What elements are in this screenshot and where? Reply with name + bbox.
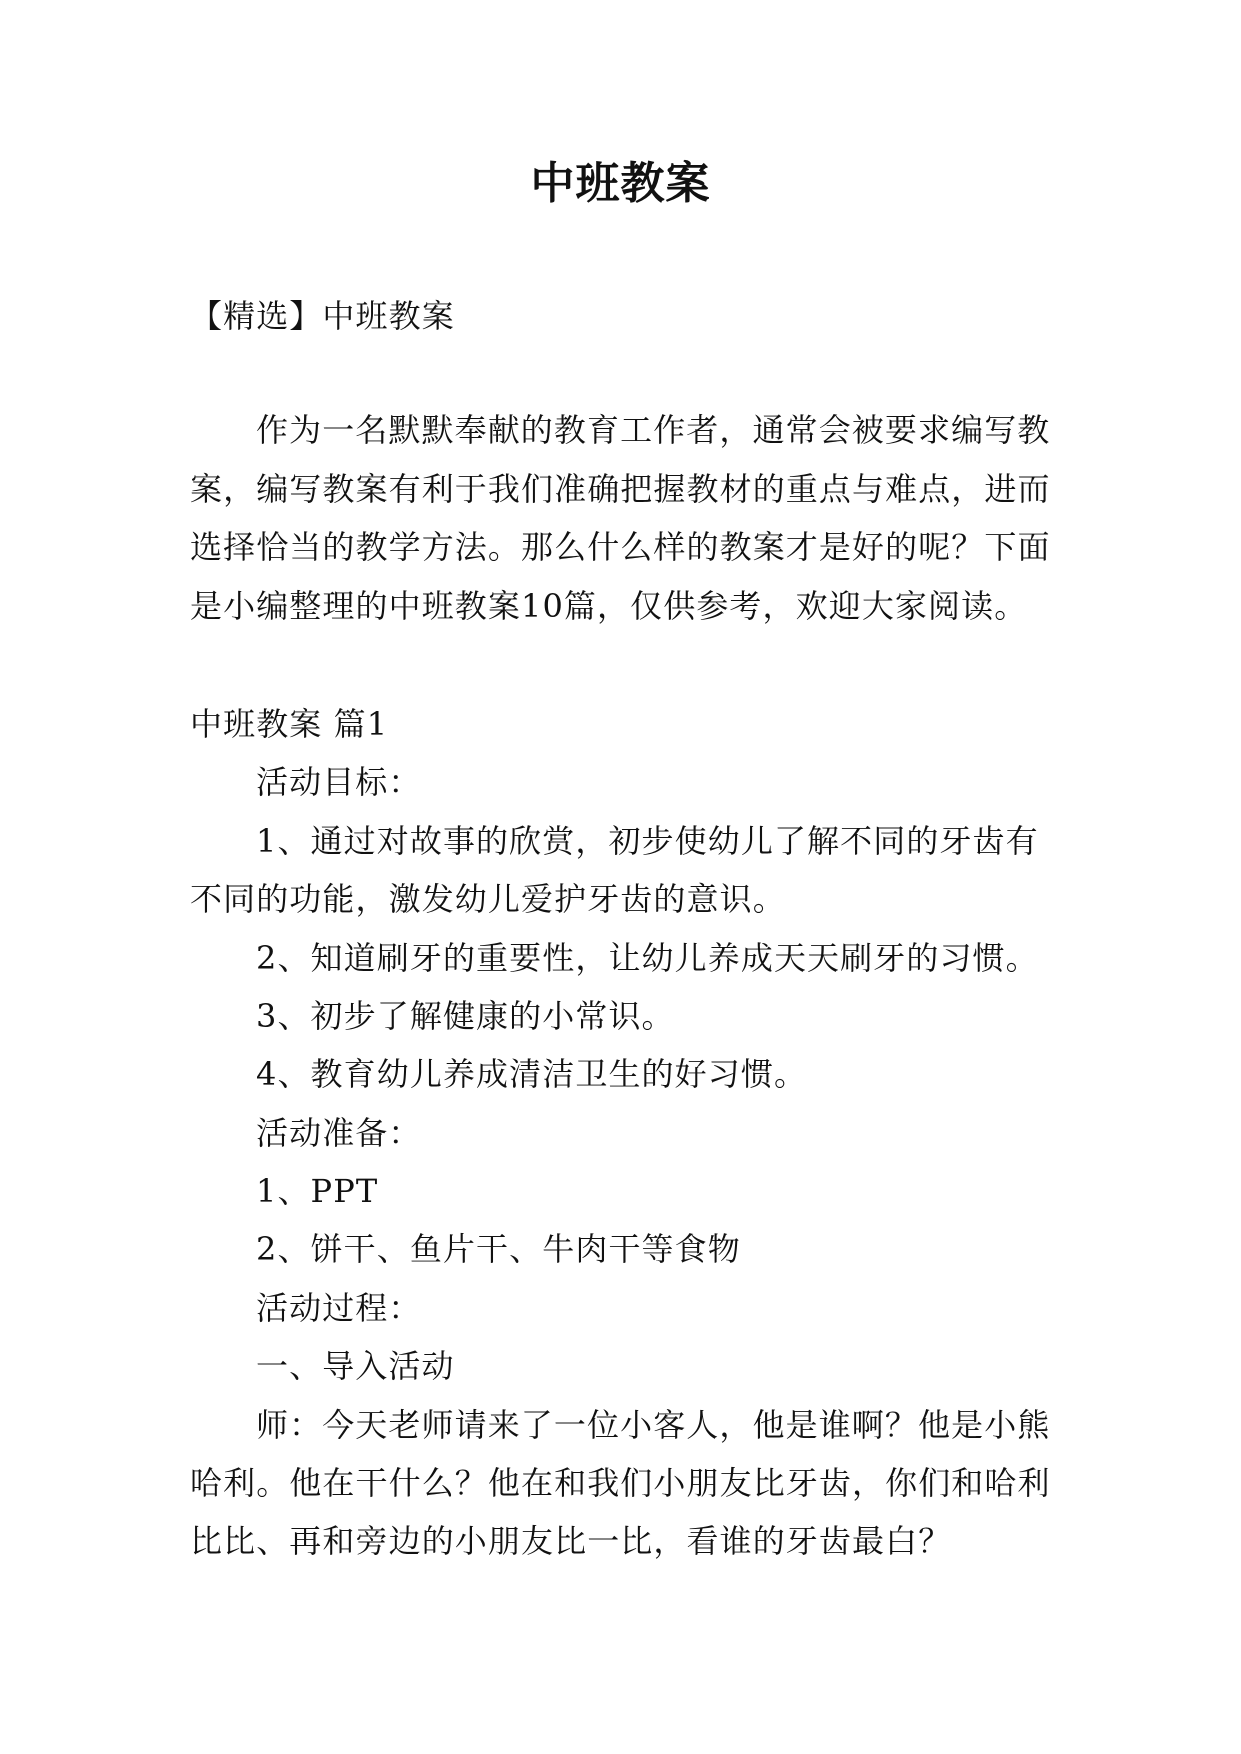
preparation-line: 1、PPT	[256, 1172, 379, 1211]
preparation-label: 活动准备：	[256, 1113, 422, 1152]
preparation-item	[190, 1220, 1060, 1278]
objectives-label: 活动目标：	[256, 763, 422, 802]
intro-line: 作为一名默默奉献的教育工作者，通常会被要求编写教	[256, 411, 1051, 450]
objective-item	[190, 929, 1060, 987]
document-subtitle: 【精选】中班教案	[190, 297, 455, 335]
objective-line: 2、知道刷牙的重要性，让幼儿养成天天刷牙的习惯。	[256, 938, 1039, 977]
objective-line: 1、通过对故事的欣赏，初步使幼儿了解不同的牙齿有	[256, 821, 1039, 860]
lesson-section	[190, 695, 1060, 1571]
preparation-line: 2、饼干、鱼片干、牛肉干等食物	[256, 1230, 741, 1269]
dialogue-line: 师：今天老师请来了一位小客人，他是谁啊？他是小熊	[256, 1405, 1051, 1444]
objective-line: 4、教育幼儿养成清洁卫生的好习惯。	[256, 1055, 808, 1094]
objectives-label-paragraph	[190, 753, 1060, 811]
dialogue-line: 比比、再和旁边的小朋友比一比，看谁的牙齿最白？	[190, 1522, 952, 1561]
objective-item	[190, 812, 1060, 929]
dialogue-line: 哈利。他在干什么？他在和我们小朋友比牙齿，你们和哈利	[190, 1464, 1051, 1503]
intro-paragraph	[190, 401, 1060, 635]
objective-item	[190, 1045, 1060, 1103]
preparation-item	[190, 1162, 1060, 1220]
process-step-paragraph	[190, 1337, 1060, 1395]
preparation-label-paragraph	[190, 1104, 1060, 1162]
intro-line: 是小编整理的中班教案10篇，仅供参考，欢迎大家阅读。	[190, 586, 1028, 625]
objective-item	[190, 987, 1060, 1045]
objective-line: 不同的功能，激发幼儿爱护牙齿的意识。	[190, 880, 786, 919]
document-title: 中班教案	[530, 158, 711, 209]
process-label-paragraph	[190, 1279, 1060, 1337]
process-label: 活动过程：	[256, 1288, 422, 1327]
lesson-heading: 中班教案 篇1	[190, 704, 389, 743]
intro-line: 选择恰当的教学方法。那么什么样的教案才是好的呢？下面	[190, 528, 1051, 567]
process-step-heading: 一、导入活动	[256, 1347, 455, 1386]
intro-line: 案，编写教案有利于我们准确把握教材的重点与难点，进而	[190, 469, 1051, 508]
objective-line: 3、初步了解健康的小常识。	[256, 996, 675, 1035]
document-body	[190, 287, 1060, 1571]
teacher-dialogue-paragraph	[190, 1396, 1060, 1571]
